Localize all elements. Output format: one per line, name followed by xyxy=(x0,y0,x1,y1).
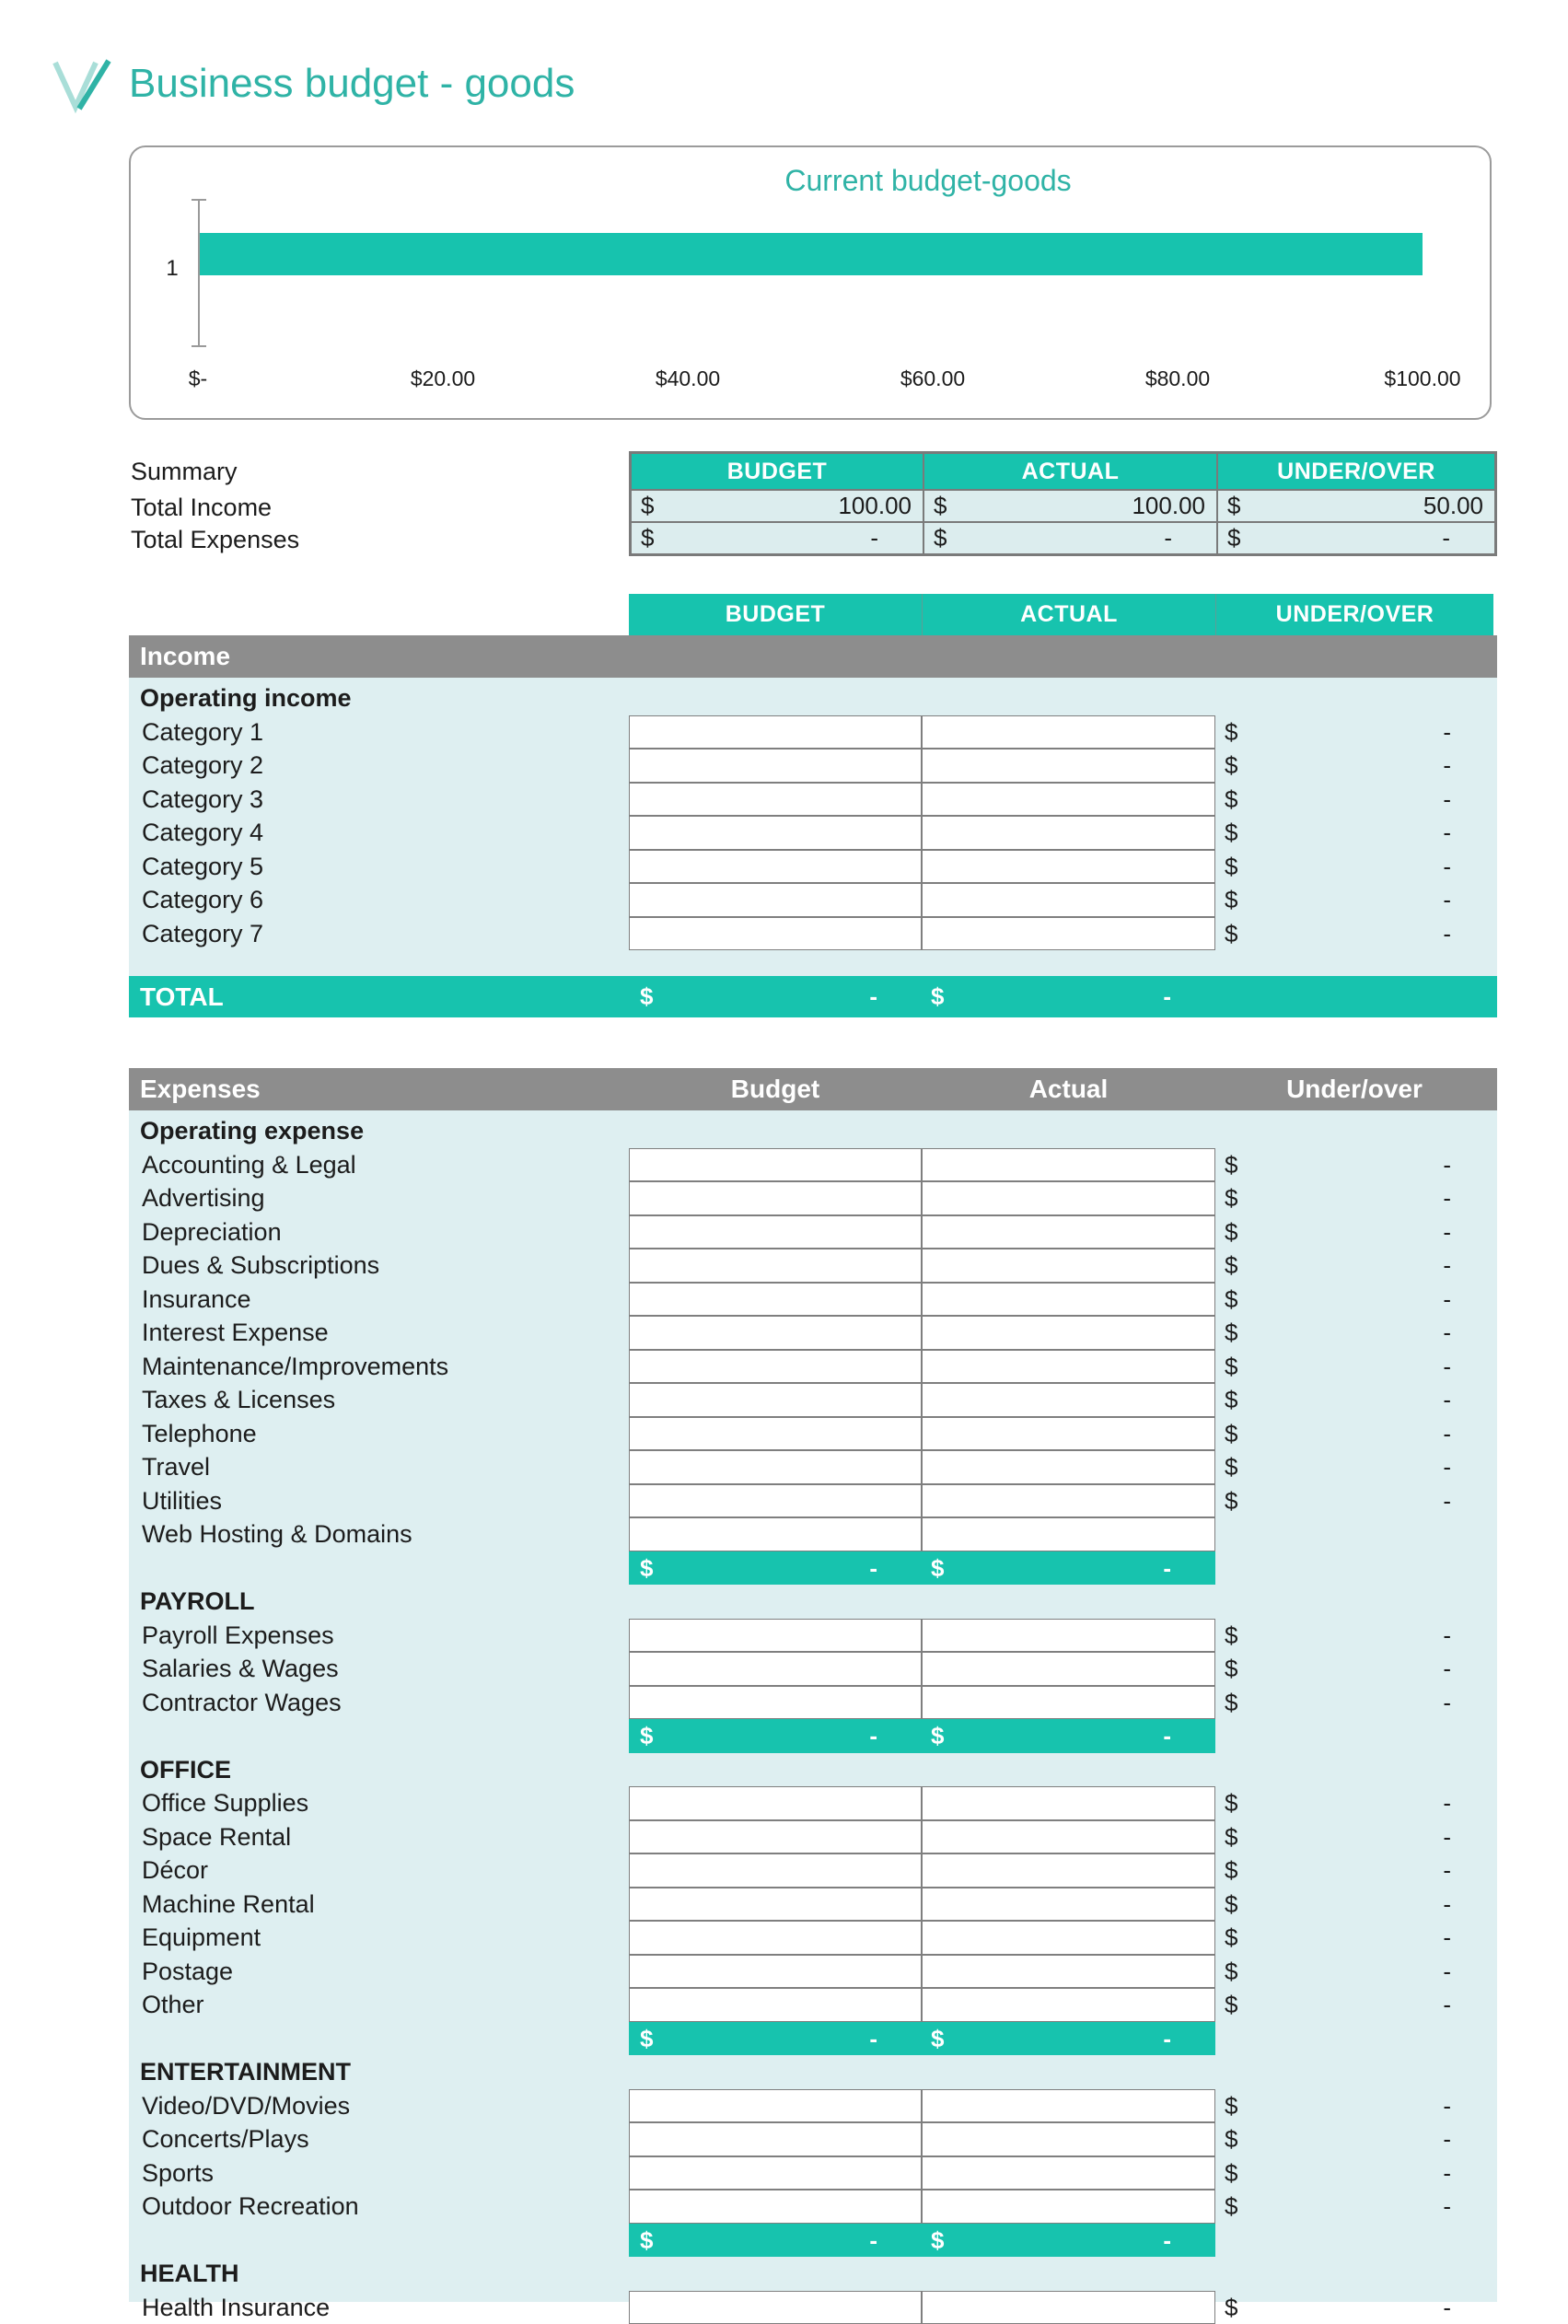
budget-input-cell[interactable] xyxy=(629,783,922,817)
section-band-income xyxy=(129,635,1497,678)
income-body xyxy=(129,678,1497,976)
actual-input-cell[interactable] xyxy=(922,1181,1215,1215)
actual-input-cell[interactable] xyxy=(922,1686,1215,1720)
summary-row-label: Total Income xyxy=(131,492,629,524)
row-label: Category 4 xyxy=(129,816,629,850)
spacer xyxy=(129,950,1497,976)
currency-symbol: $ xyxy=(1225,1283,1237,1317)
budget-input-cell[interactable] xyxy=(629,816,922,850)
budget-input-cell[interactable] xyxy=(629,1148,922,1182)
budget-input-cell[interactable] xyxy=(629,1484,922,1518)
row-label: Insurance xyxy=(129,1283,629,1317)
budget-input-cell[interactable] xyxy=(629,1786,922,1820)
subtotal-actual-cell: $ - xyxy=(922,1719,1215,1753)
currency-symbol: $ xyxy=(1225,1888,1237,1922)
under-over-cell: $ - xyxy=(1215,1316,1497,1350)
actual-input-cell[interactable] xyxy=(922,1853,1215,1888)
income-total-row xyxy=(129,976,1497,1017)
row-label: Office Supplies xyxy=(129,1786,629,1820)
row-label: Category 6 xyxy=(129,883,629,917)
under-over-cell: $ - xyxy=(1215,1921,1497,1955)
x-tick-label: $60.00 xyxy=(859,366,1006,391)
budget-input-cell[interactable] xyxy=(629,1249,922,1283)
budget-input-cell[interactable] xyxy=(629,1383,922,1417)
x-tick-label: $100.00 xyxy=(1349,366,1496,391)
total-income-budget-cell: $ 100.00 xyxy=(631,490,923,522)
row-label: Concerts/Plays xyxy=(129,2122,629,2156)
x-tick-label: $80.00 xyxy=(1104,366,1251,391)
actual-input-cell[interactable] xyxy=(922,1450,1215,1484)
under-over-cell: $ - xyxy=(1215,1417,1497,1451)
currency-symbol: $ xyxy=(1227,491,1240,521)
brand-logo-icon xyxy=(48,55,120,116)
under-over-cell: $ - xyxy=(1215,1686,1497,1720)
actual-input-cell[interactable] xyxy=(922,715,1215,749)
expense-row xyxy=(129,1517,1497,1551)
budget-input-cell[interactable] xyxy=(629,749,922,783)
expense-row xyxy=(129,1316,1497,1350)
under-over-cell: $ - xyxy=(1215,1988,1497,2022)
budget-input-cell[interactable] xyxy=(629,1517,922,1551)
total-expenses-actual-cell: $ - xyxy=(923,522,1217,554)
currency-symbol: $ xyxy=(640,1719,653,1753)
column-header-actual: ACTUAL xyxy=(922,594,1215,635)
expenses-body xyxy=(129,1110,1497,2302)
actual-input-cell[interactable] xyxy=(922,1148,1215,1182)
under-over-cell: $ - xyxy=(1215,1215,1497,1249)
actual-input-cell[interactable] xyxy=(922,883,1215,917)
under-over-cell: $ - xyxy=(1215,1148,1497,1182)
currency-symbol: $ xyxy=(1225,1921,1237,1955)
subtotal-row xyxy=(629,1719,1215,1753)
column-header-under-over: Under/over xyxy=(1215,1068,1493,1110)
actual-input-cell[interactable] xyxy=(922,2291,1215,2324)
column-header-under-over: UNDER/OVER xyxy=(1217,453,1495,490)
currency-symbol: $ xyxy=(931,2022,944,2056)
currency-symbol: $ xyxy=(1225,850,1237,884)
expense-row xyxy=(129,1350,1497,1384)
expense-row xyxy=(129,1988,1497,2022)
row-label: Interest Expense xyxy=(129,1316,629,1350)
row-label: Outdoor Recreation xyxy=(129,2190,629,2224)
under-over-cell: $ - xyxy=(1215,1786,1497,1820)
subtotal-row xyxy=(629,1551,1215,1586)
actual-input-cell[interactable] xyxy=(922,1888,1215,1922)
column-header-budget: BUDGET xyxy=(631,453,923,490)
expense-row xyxy=(129,1383,1497,1417)
currency-symbol: $ xyxy=(931,1719,944,1753)
under-over-cell: $ - xyxy=(1215,1450,1497,1484)
currency-symbol: $ xyxy=(1225,2190,1237,2224)
row-label: Décor xyxy=(129,1853,629,1888)
expense-row xyxy=(129,1249,1497,1283)
currency-symbol: $ xyxy=(1225,1148,1237,1182)
income-row xyxy=(129,850,1497,884)
actual-input-cell[interactable] xyxy=(922,2122,1215,2156)
actual-input-cell[interactable] xyxy=(922,1417,1215,1451)
total-budget-cell: $ - xyxy=(629,976,922,1017)
actual-input-cell[interactable] xyxy=(922,816,1215,850)
actual-input-cell[interactable] xyxy=(922,1215,1215,1249)
currency-symbol: $ xyxy=(1225,1383,1237,1417)
under-over-cell: $ - xyxy=(1215,783,1497,817)
expense-row xyxy=(129,1955,1497,1989)
currency-symbol: $ xyxy=(1225,883,1237,917)
total-actual-cell: $ - xyxy=(922,976,1215,1017)
budget-input-cell[interactable] xyxy=(629,1619,922,1653)
row-label: Health Insurance xyxy=(129,2291,629,2324)
under-over-cell: $ - xyxy=(1215,816,1497,850)
x-tick-label: $40.00 xyxy=(614,366,761,391)
currency-symbol: $ xyxy=(1225,1450,1237,1484)
actual-input-cell[interactable] xyxy=(922,749,1215,783)
budget-input-cell[interactable] xyxy=(629,2291,922,2324)
budget-input-cell[interactable] xyxy=(629,1955,922,1989)
currency-symbol: $ xyxy=(1225,749,1237,783)
actual-input-cell[interactable] xyxy=(922,1484,1215,1518)
currency-symbol: $ xyxy=(1225,2291,1237,2324)
under-over-cell: $ - xyxy=(1215,1283,1497,1317)
row-label: Category 2 xyxy=(129,749,629,783)
expense-row xyxy=(129,1786,1497,1820)
currency-symbol: $ xyxy=(1225,1820,1237,1854)
under-over-cell: $ - xyxy=(1215,1619,1497,1653)
income-rows xyxy=(129,715,1497,951)
income-section-label: Income xyxy=(129,635,629,678)
row-label: Salaries & Wages xyxy=(129,1652,629,1686)
subtotal-actual-cell: $ - xyxy=(922,2224,1215,2258)
under-over-cell: $ - xyxy=(1215,2089,1497,2123)
row-label: Category 1 xyxy=(129,715,629,749)
expense-row xyxy=(129,1450,1497,1484)
row-label: Category 5 xyxy=(129,850,629,884)
expense-row xyxy=(129,1652,1497,1686)
expense-row xyxy=(129,1853,1497,1888)
under-over-cell: $ - xyxy=(1215,2122,1497,2156)
expense-row xyxy=(129,1921,1497,1955)
actual-input-cell[interactable] xyxy=(922,917,1215,951)
x-tick-label: $20.00 xyxy=(369,366,517,391)
column-header-under-over: UNDER/OVER xyxy=(1215,594,1493,635)
currency-symbol: $ xyxy=(1225,2122,1237,2156)
actual-input-cell[interactable] xyxy=(922,783,1215,817)
budget-input-cell[interactable] xyxy=(629,1417,922,1451)
row-label: Postage xyxy=(129,1955,629,1989)
actual-input-cell[interactable] xyxy=(922,1517,1215,1551)
budget-input-cell[interactable] xyxy=(629,1450,922,1484)
currency-symbol: $ xyxy=(931,2224,944,2258)
actual-input-cell[interactable] xyxy=(922,1786,1215,1820)
actual-input-cell[interactable] xyxy=(922,2190,1215,2224)
under-over-cell: $ - xyxy=(1215,850,1497,884)
budget-input-cell[interactable] xyxy=(629,850,922,884)
row-label: Telephone xyxy=(129,1417,629,1451)
budget-input-cell[interactable] xyxy=(629,2156,922,2190)
subtotal-row xyxy=(629,2022,1215,2056)
under-over-cell: $ - xyxy=(1215,2291,1497,2324)
currency-symbol: $ xyxy=(640,2022,653,2056)
expense-row xyxy=(129,2190,1497,2224)
subtotal-budget-cell: $ - xyxy=(629,1551,922,1586)
total-income-under-over-cell: $ 50.00 xyxy=(1217,490,1495,522)
currency-symbol: $ xyxy=(1225,1988,1237,2022)
budget-input-cell[interactable] xyxy=(629,1215,922,1249)
expense-rows xyxy=(129,1619,1497,1720)
column-header-actual: ACTUAL xyxy=(923,453,1217,490)
currency-symbol: $ xyxy=(1225,1417,1237,1451)
under-over-cell: $ - xyxy=(1215,1853,1497,1888)
row-label: Equipment xyxy=(129,1921,629,1955)
expense-row xyxy=(129,1619,1497,1653)
currency-symbol: $ xyxy=(1225,1316,1237,1350)
expense-rows xyxy=(129,1786,1497,2022)
row-label: Maintenance/Improvements xyxy=(129,1350,629,1384)
budget-input-cell[interactable] xyxy=(629,2122,922,2156)
actual-input-cell[interactable] xyxy=(922,1988,1215,2022)
budget-input-cell[interactable] xyxy=(629,1181,922,1215)
summary-row-label: Total Expenses xyxy=(131,524,629,556)
row-label: Video/DVD/Movies xyxy=(129,2089,629,2123)
currency-symbol: $ xyxy=(641,523,654,553)
actual-input-cell[interactable] xyxy=(922,1350,1215,1384)
expense-row xyxy=(129,2291,1497,2324)
under-over-cell: $ - xyxy=(1215,715,1497,749)
currency-symbol: $ xyxy=(1225,1955,1237,1989)
budget-input-cell[interactable] xyxy=(629,1921,922,1955)
page-title: Business budget - goods xyxy=(129,61,575,107)
expense-row xyxy=(129,1820,1497,1854)
currency-symbol: $ xyxy=(1225,1484,1237,1518)
row-label: Payroll Expenses xyxy=(129,1619,629,1653)
currency-symbol: $ xyxy=(1225,1652,1237,1686)
currency-symbol: $ xyxy=(931,976,944,1017)
row-label: Dues & Subscriptions xyxy=(129,1249,629,1283)
total-label: TOTAL xyxy=(129,976,629,1017)
income-row xyxy=(129,715,1497,749)
group-heading: OFFICE xyxy=(129,1753,1497,1787)
total-expenses-under-over-cell: $ - xyxy=(1217,522,1495,554)
group-heading: PAYROLL xyxy=(129,1585,1497,1619)
row-label: Other xyxy=(129,1988,629,2022)
under-over-cell: $ - xyxy=(1215,883,1497,917)
chart-category-label: 1 xyxy=(157,256,188,282)
row-label: Category 7 xyxy=(129,917,629,951)
summary-label: Summary xyxy=(131,451,629,492)
income-row xyxy=(129,816,1497,850)
expense-row xyxy=(129,1686,1497,1720)
expense-rows xyxy=(129,2291,1497,2324)
row-label: Machine Rental xyxy=(129,1888,629,1922)
chart-bar-track xyxy=(200,233,1423,275)
under-over-cell xyxy=(1215,1517,1497,1551)
under-over-cell: $ - xyxy=(1215,1955,1497,1989)
axis-tick-top xyxy=(192,199,206,201)
group-heading: HEALTH xyxy=(129,2257,1497,2291)
currency-symbol: $ xyxy=(1225,1215,1237,1249)
currency-symbol: $ xyxy=(934,491,947,521)
column-header-budget: BUDGET xyxy=(629,594,922,635)
currency-symbol: $ xyxy=(1225,1249,1237,1283)
actual-input-cell[interactable] xyxy=(922,1316,1215,1350)
group-heading: Operating income xyxy=(129,681,1497,715)
expenses-section-label: Expenses xyxy=(129,1068,629,1110)
currency-symbol: $ xyxy=(1225,2089,1237,2123)
currency-symbol: $ xyxy=(1227,523,1240,553)
actual-input-cell[interactable] xyxy=(922,1820,1215,1854)
column-header-actual: Actual xyxy=(922,1068,1215,1110)
currency-symbol: $ xyxy=(1225,1853,1237,1888)
under-over-cell: $ - xyxy=(1215,917,1497,951)
row-label: Category 3 xyxy=(129,783,629,817)
budget-input-cell[interactable] xyxy=(629,2089,922,2123)
row-label: Taxes & Licenses xyxy=(129,1383,629,1417)
budget-input-cell[interactable] xyxy=(629,1283,922,1317)
currency-symbol: $ xyxy=(1225,917,1237,951)
currency-symbol: $ xyxy=(640,1551,653,1586)
under-over-cell: $ - xyxy=(1215,1181,1497,1215)
row-label: Utilities xyxy=(129,1484,629,1518)
actual-input-cell[interactable] xyxy=(922,1283,1215,1317)
budget-input-cell[interactable] xyxy=(629,1316,922,1350)
chart-card xyxy=(129,145,1492,420)
under-over-cell: $ - xyxy=(1215,1249,1497,1283)
total-expenses-budget-cell: $ - xyxy=(631,522,923,554)
under-over-cell: $ - xyxy=(1215,749,1497,783)
subtotal-actual-cell: $ - xyxy=(922,2022,1215,2056)
under-over-cell: $ - xyxy=(1215,2190,1497,2224)
budget-input-cell[interactable] xyxy=(629,1888,922,1922)
chart-title: Current budget-goods xyxy=(784,164,1071,198)
income-row xyxy=(129,749,1497,783)
currency-symbol: $ xyxy=(1225,1619,1237,1653)
row-label: Depreciation xyxy=(129,1215,629,1249)
income-row xyxy=(129,783,1497,817)
budget-input-cell[interactable] xyxy=(629,715,922,749)
under-over-cell: $ - xyxy=(1215,1484,1497,1518)
budget-input-cell[interactable] xyxy=(629,2190,922,2224)
under-over-cell: $ - xyxy=(1215,1820,1497,1854)
budget-input-cell[interactable] xyxy=(629,1988,922,2022)
actual-input-cell[interactable] xyxy=(922,1619,1215,1653)
expense-row xyxy=(129,2089,1497,2123)
total-income-actual-cell: $ 100.00 xyxy=(923,490,1217,522)
currency-symbol: $ xyxy=(640,976,653,1017)
subtotal-budget-cell: $ - xyxy=(629,2022,922,2056)
group-heading: Operating expense xyxy=(129,1114,1497,1148)
currency-symbol: $ xyxy=(1225,2156,1237,2190)
expense-row xyxy=(129,1888,1497,1922)
currency-symbol: $ xyxy=(1225,1786,1237,1820)
group-heading: ENTERTAINMENT xyxy=(129,2055,1497,2089)
subtotal-budget-cell: $ - xyxy=(629,1719,922,1753)
row-label: Web Hosting & Domains xyxy=(129,1517,629,1551)
expense-row xyxy=(129,1215,1497,1249)
currency-symbol: $ xyxy=(1225,715,1237,749)
x-tick-label: $- xyxy=(124,366,272,391)
section-band-expenses xyxy=(129,1068,1497,1110)
budget-input-cell[interactable] xyxy=(629,917,922,951)
expense-row xyxy=(129,2122,1497,2156)
row-label: Accounting & Legal xyxy=(129,1148,629,1182)
actual-input-cell[interactable] xyxy=(922,1921,1215,1955)
subtotal-budget-cell: $ - xyxy=(629,2224,922,2258)
currency-symbol: $ xyxy=(641,491,654,521)
subtotal-actual-cell: $ - xyxy=(922,1551,1215,1586)
actual-input-cell[interactable] xyxy=(922,1249,1215,1283)
summary-table xyxy=(129,451,1497,556)
under-over-cell: $ - xyxy=(1215,2156,1497,2190)
budget-input-cell[interactable] xyxy=(629,1686,922,1720)
actual-input-cell[interactable] xyxy=(922,850,1215,884)
budget-input-cell[interactable] xyxy=(629,883,922,917)
expense-row xyxy=(129,1283,1497,1317)
row-label: Space Rental xyxy=(129,1820,629,1854)
chart-bar xyxy=(200,233,1423,275)
currency-symbol: $ xyxy=(931,1551,944,1586)
column-header-budget: Budget xyxy=(629,1068,922,1110)
subtotal-row xyxy=(629,2224,1215,2258)
expense-row xyxy=(129,1484,1497,1518)
row-label: Sports xyxy=(129,2156,629,2190)
actual-input-cell[interactable] xyxy=(922,1652,1215,1686)
income-row xyxy=(129,917,1497,951)
currency-symbol: $ xyxy=(640,2224,653,2258)
expense-row xyxy=(129,1148,1497,1182)
actual-input-cell[interactable] xyxy=(922,1383,1215,1417)
actual-input-cell[interactable] xyxy=(922,1955,1215,1989)
expense-rows xyxy=(129,1148,1497,1551)
row-label: Travel xyxy=(129,1450,629,1484)
expense-row xyxy=(129,2156,1497,2190)
axis-tick-bottom xyxy=(192,345,206,347)
currency-symbol: $ xyxy=(1225,1686,1237,1720)
expense-row xyxy=(129,1417,1497,1451)
budget-input-cell[interactable] xyxy=(629,1350,922,1384)
under-over-cell: $ - xyxy=(1215,1652,1497,1686)
currency-symbol: $ xyxy=(1225,1181,1237,1215)
budget-input-cell[interactable] xyxy=(629,1652,922,1686)
budget-input-cell[interactable] xyxy=(629,1820,922,1854)
actual-input-cell[interactable] xyxy=(922,2089,1215,2123)
income-row xyxy=(129,883,1497,917)
under-over-cell: $ - xyxy=(1215,1888,1497,1922)
currency-symbol: $ xyxy=(934,523,947,553)
row-label: Advertising xyxy=(129,1181,629,1215)
currency-symbol: $ xyxy=(1225,816,1237,850)
row-label: Contractor Wages xyxy=(129,1686,629,1720)
currency-symbol: $ xyxy=(1225,783,1237,817)
under-over-cell: $ - xyxy=(1215,1383,1497,1417)
expense-rows xyxy=(129,2089,1497,2224)
currency-symbol: $ xyxy=(1225,1350,1237,1384)
expense-row xyxy=(129,1181,1497,1215)
under-over-cell: $ - xyxy=(1215,1350,1497,1384)
actual-input-cell[interactable] xyxy=(922,2156,1215,2190)
income-column-headers xyxy=(629,594,1497,635)
budget-input-cell[interactable] xyxy=(629,1853,922,1888)
